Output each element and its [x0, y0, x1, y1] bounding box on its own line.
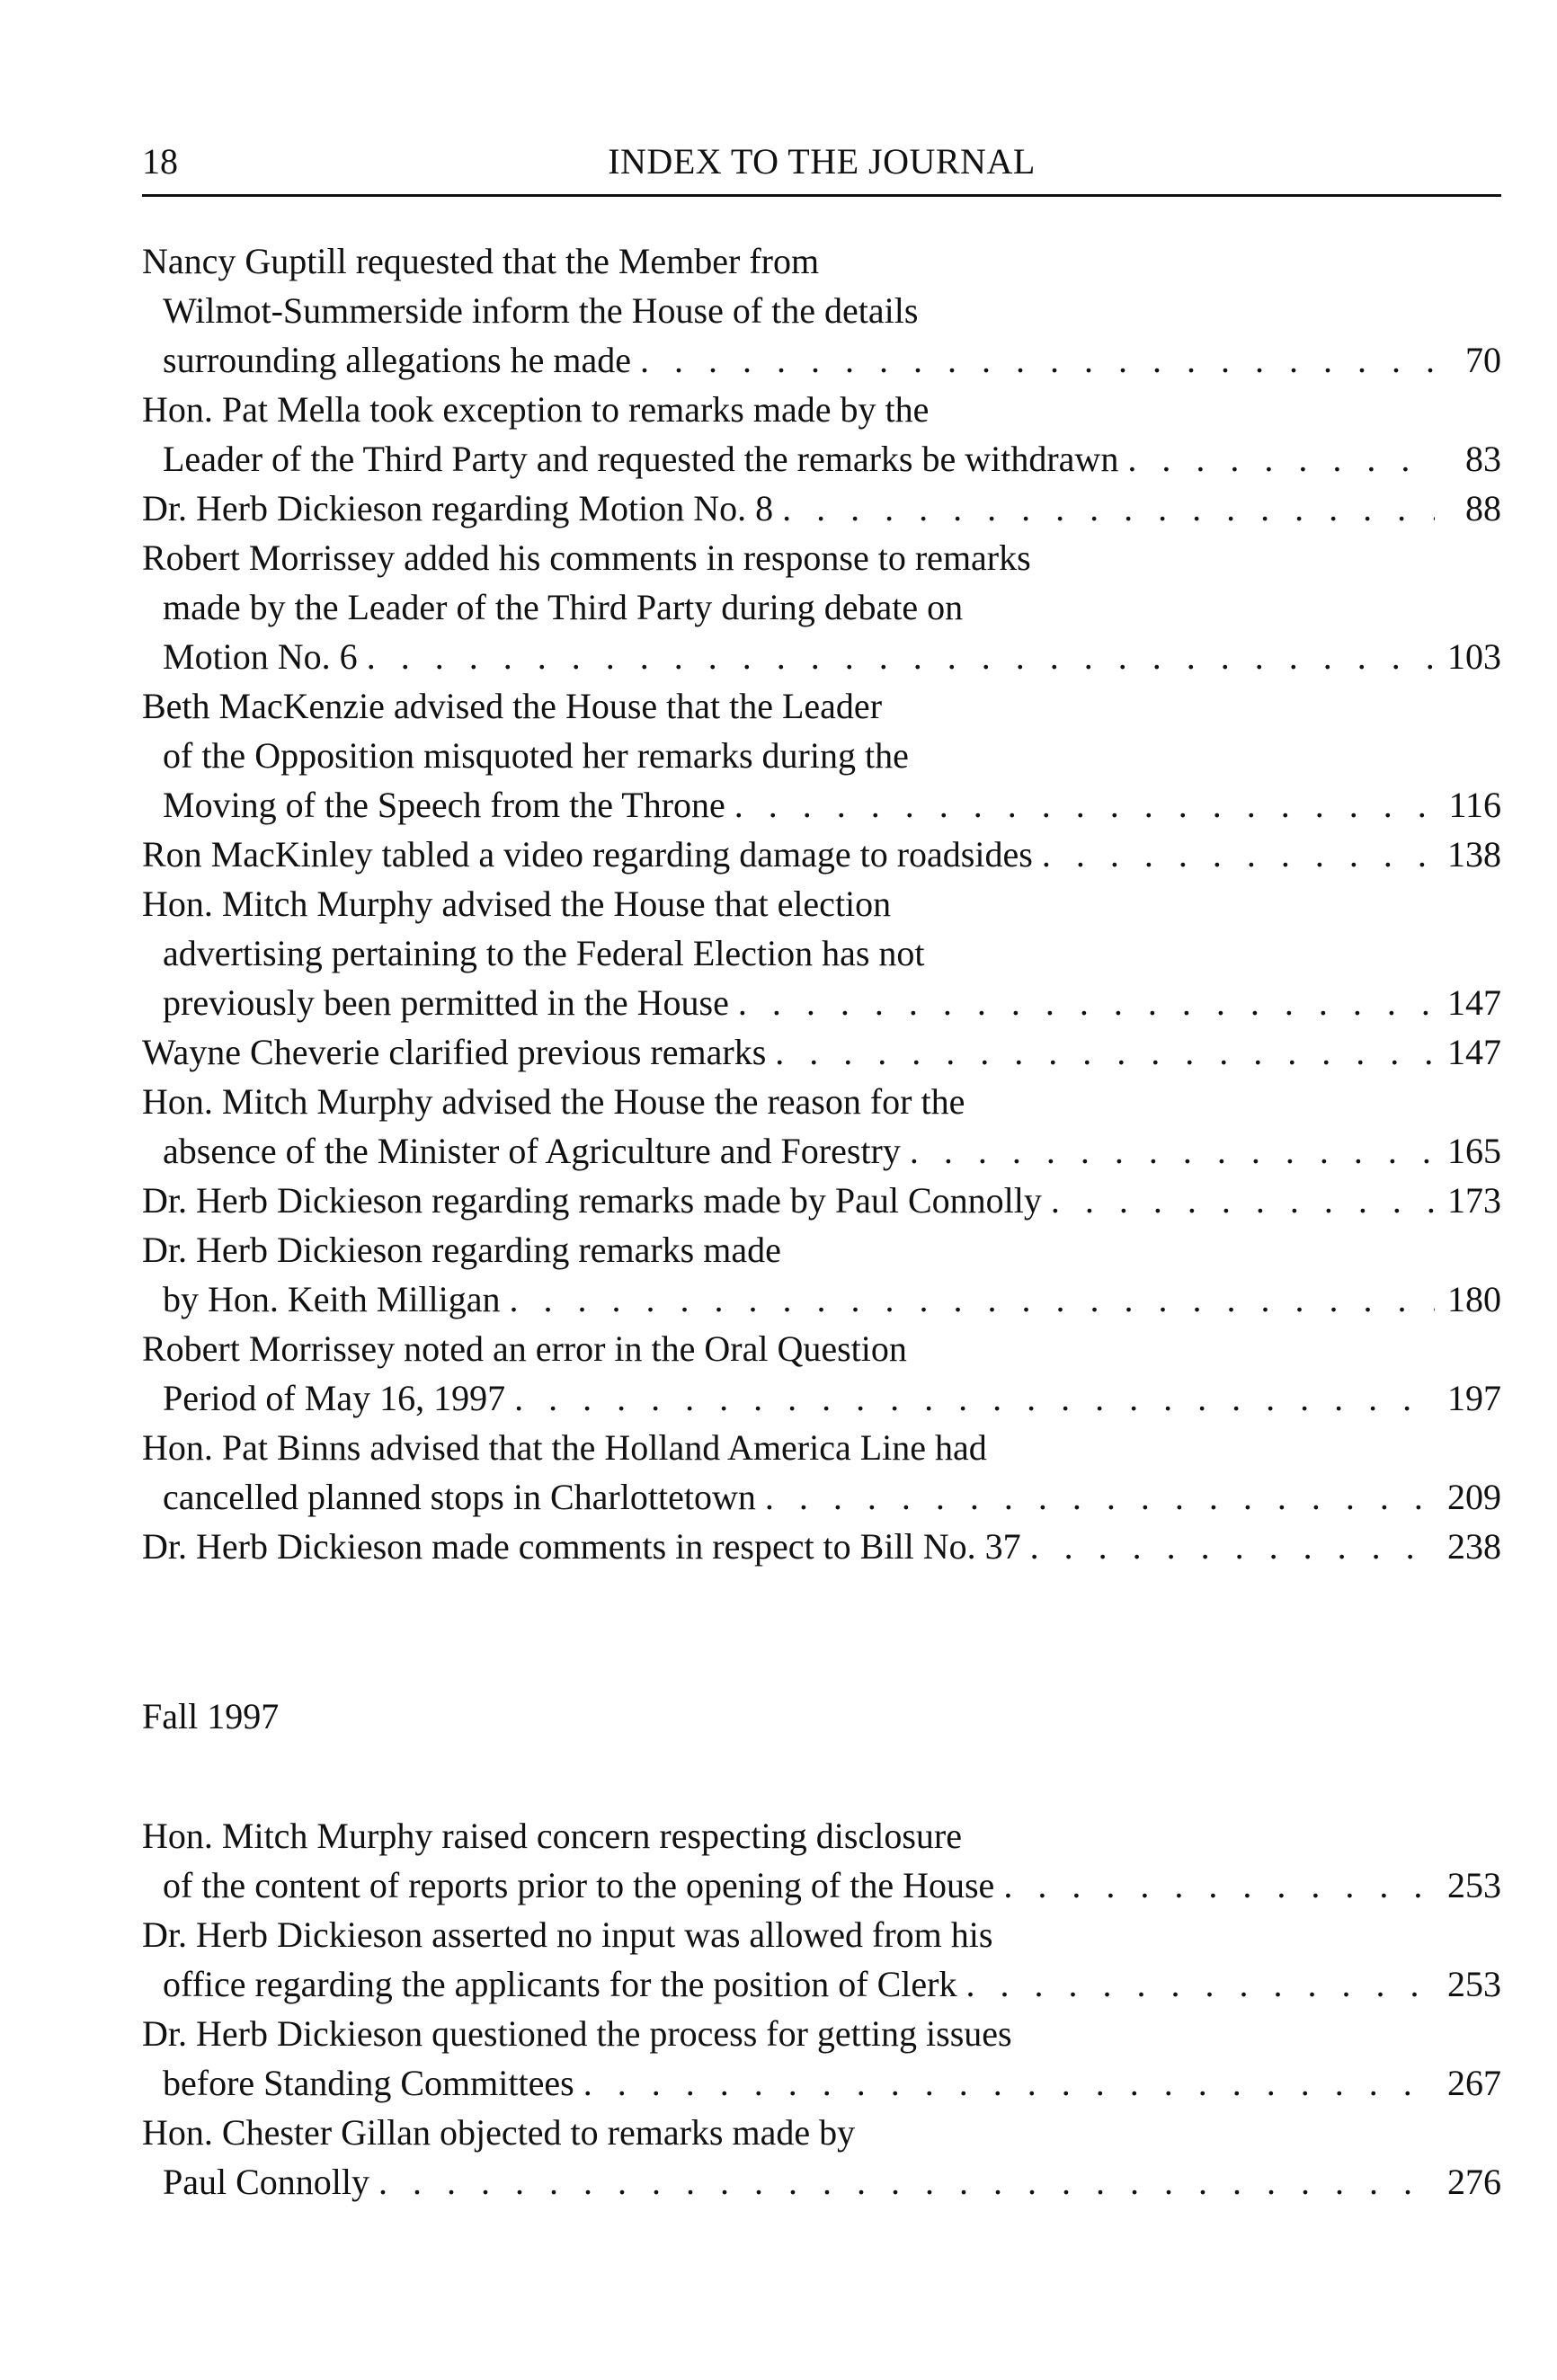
index-entry [142, 1522, 1501, 1571]
entry-text-line: office regarding the applicants for the position of Clerk [163, 1964, 957, 2004]
entry-text-line: Nancy Guptill requested that the Member from [142, 241, 820, 281]
entry-text-line: Paul Connolly [163, 2162, 370, 2202]
entry-page-number: 209 [1447, 1477, 1501, 1517]
dot-leader [1127, 434, 1435, 484]
entry-page-number: 116 [1448, 785, 1501, 825]
entry-text-line: Hon. Chester Gillan objected to remarks made by [142, 2112, 856, 2153]
index-entry [142, 385, 1501, 484]
entry-text-line: advertising pertaining to the Federal Election has not [163, 933, 925, 973]
dot-leader [640, 335, 1435, 385]
entry-text-line: of the content of reports prior to the opening of the House [163, 1865, 995, 1905]
entry-page-number: 253 [1447, 1964, 1501, 2004]
index-entries-part1 [142, 236, 1501, 1571]
entry-text-line: Dr. Herb Dickieson asserted no input was allowed from his [142, 1914, 993, 1955]
dot-leader [510, 1274, 1435, 1324]
entry-leader-line [142, 978, 1501, 1027]
entry-text-line: Wilmot-Summerside inform the House of the details [163, 290, 919, 331]
dot-leader [1030, 1522, 1435, 1571]
index-entries-part2 [142, 1811, 1501, 2207]
entry-text-line: Dr. Herb Dickieson regarding remarks made by Paul Connolly [142, 1180, 1042, 1221]
index-entry [142, 1176, 1501, 1225]
journal-page [142, 135, 1501, 2207]
entry-page-number: 173 [1447, 1180, 1501, 1221]
entry-page-number: 103 [1447, 636, 1501, 677]
index-entry [142, 484, 1501, 533]
index-entry [142, 879, 1501, 1027]
entry-leader-line [142, 1472, 1501, 1522]
page-number: 18 [142, 141, 178, 182]
entry-page-number: 138 [1447, 834, 1501, 875]
entry-leader-line [142, 1860, 1501, 1910]
entry-text-line: Hon. Mitch Murphy advised the House the reason for the [142, 1081, 965, 1122]
index-entry [142, 236, 1501, 385]
index-entry [142, 1027, 1501, 1077]
entry-text-line: Robert Morrissey added his comments in response to remarks [142, 537, 1031, 578]
entry-text-line: Robert Morrissey noted an error in the Oral Question [142, 1328, 907, 1369]
entry-leader-line [142, 2058, 1501, 2108]
entry-leader-line [142, 1959, 1501, 2009]
entry-page-number: 83 [1465, 439, 1501, 479]
dot-leader [514, 1373, 1435, 1423]
dot-leader [775, 1027, 1435, 1077]
dot-leader [1003, 1860, 1435, 1910]
entry-text-line: Hon. Mitch Murphy raised concern respecting disclosure [142, 1816, 962, 1856]
entry-leader-line [142, 1027, 1501, 1077]
index-entry [142, 533, 1501, 681]
header-rule [142, 194, 1501, 197]
entry-text-line: Leader of the Third Party and requested the remarks be withdrawn [163, 439, 1119, 479]
entry-leader-line [142, 335, 1501, 385]
dot-leader [1051, 1176, 1435, 1225]
entry-text-line: Hon. Mitch Murphy advised the House that election [142, 884, 892, 924]
entry-text-line: Period of May 16, 1997 [163, 1378, 506, 1418]
entry-leader-line [142, 484, 1501, 533]
entry-text-line: cancelled planned stops in Charlottetown [163, 1477, 756, 1517]
running-title: INDEX TO THE JOURNAL [608, 141, 1036, 182]
entry-text-line: Hon. Pat Mella took exception to remarks made by the [142, 389, 930, 430]
entry-text-line: made by the Leader of the Third Party during debate on [163, 587, 964, 627]
dot-leader [738, 978, 1435, 1027]
entry-page-number: 197 [1447, 1378, 1501, 1418]
entry-text-line: Ron MacKinley tabled a video regarding damage to roadsides [142, 834, 1033, 875]
entry-text-line: surrounding allegations he made [163, 340, 631, 380]
entry-text-line: previously been permitted in the House [163, 982, 729, 1023]
entry-leader-line [142, 1522, 1501, 1571]
entry-leader-line [142, 780, 1501, 830]
entry-page-number: 180 [1447, 1279, 1501, 1319]
entry-text-line: Motion No. 6 [163, 636, 358, 677]
index-entry [142, 1077, 1501, 1176]
entry-leader-line [142, 1176, 1501, 1225]
section-heading: Fall 1997 [142, 1696, 280, 1736]
entry-page-number: 267 [1447, 2063, 1501, 2103]
entry-page-number: 276 [1447, 2162, 1501, 2202]
entry-text-line: Beth MacKenzie advised the House that the Leader [142, 686, 883, 726]
index-entry [142, 1225, 1501, 1324]
entry-page-number: 238 [1447, 1526, 1501, 1567]
dot-leader [910, 1126, 1435, 1176]
entry-text-line: Moving of the Speech from the Throne [163, 785, 725, 825]
page-header [142, 135, 1501, 189]
entry-leader-line [142, 830, 1501, 879]
entry-text-line: by Hon. Keith Milligan [163, 1279, 501, 1319]
index-entry [142, 681, 1501, 830]
entry-leader-line [142, 2157, 1501, 2207]
dot-leader [378, 2157, 1435, 2207]
entry-leader-line [142, 1274, 1501, 1324]
entry-text-line: Dr. Herb Dickieson regarding remarks made [142, 1230, 781, 1270]
dot-leader [1042, 830, 1435, 879]
index-entry [142, 1811, 1501, 1910]
entry-leader-line [142, 434, 1501, 484]
dot-leader [367, 632, 1435, 681]
entry-leader-line [142, 1126, 1501, 1176]
dot-leader [583, 2058, 1435, 2108]
index-entry [142, 2108, 1501, 2207]
dot-leader [734, 780, 1435, 830]
entry-text-line: Dr. Herb Dickieson questioned the process for getting issues [142, 2013, 1012, 2054]
entry-text-line: absence of the Minister of Agriculture and Forestry [163, 1131, 901, 1171]
dot-leader [965, 1959, 1435, 2009]
index-entry [142, 2009, 1501, 2108]
entry-text-line: Dr. Herb Dickieson made comments in respect to Bill No. 37 [142, 1526, 1021, 1567]
dot-leader [782, 484, 1435, 533]
index-entry [142, 1423, 1501, 1522]
entry-page-number: 147 [1447, 982, 1501, 1023]
entry-page-number: 253 [1447, 1865, 1501, 1905]
index-entry [142, 830, 1501, 879]
entry-text-line: of the Opposition misquoted her remarks during the [163, 735, 909, 776]
entry-text-line: Dr. Herb Dickieson regarding Motion No. 8 [142, 488, 774, 528]
entry-text-line: Hon. Pat Binns advised that the Holland America Line had [142, 1427, 987, 1468]
entry-page-number: 147 [1447, 1032, 1501, 1072]
entry-page-number: 165 [1447, 1131, 1501, 1171]
entry-page-number: 70 [1465, 340, 1501, 380]
entry-leader-line [142, 1373, 1501, 1423]
entry-text-line: before Standing Committees [163, 2063, 574, 2103]
entry-text-line: Wayne Cheverie clarified previous remarks [142, 1032, 767, 1072]
index-entry [142, 1324, 1501, 1423]
index-entry [142, 1910, 1501, 2009]
entry-leader-line [142, 632, 1501, 681]
entry-page-number: 88 [1465, 488, 1501, 528]
dot-leader [765, 1472, 1435, 1522]
